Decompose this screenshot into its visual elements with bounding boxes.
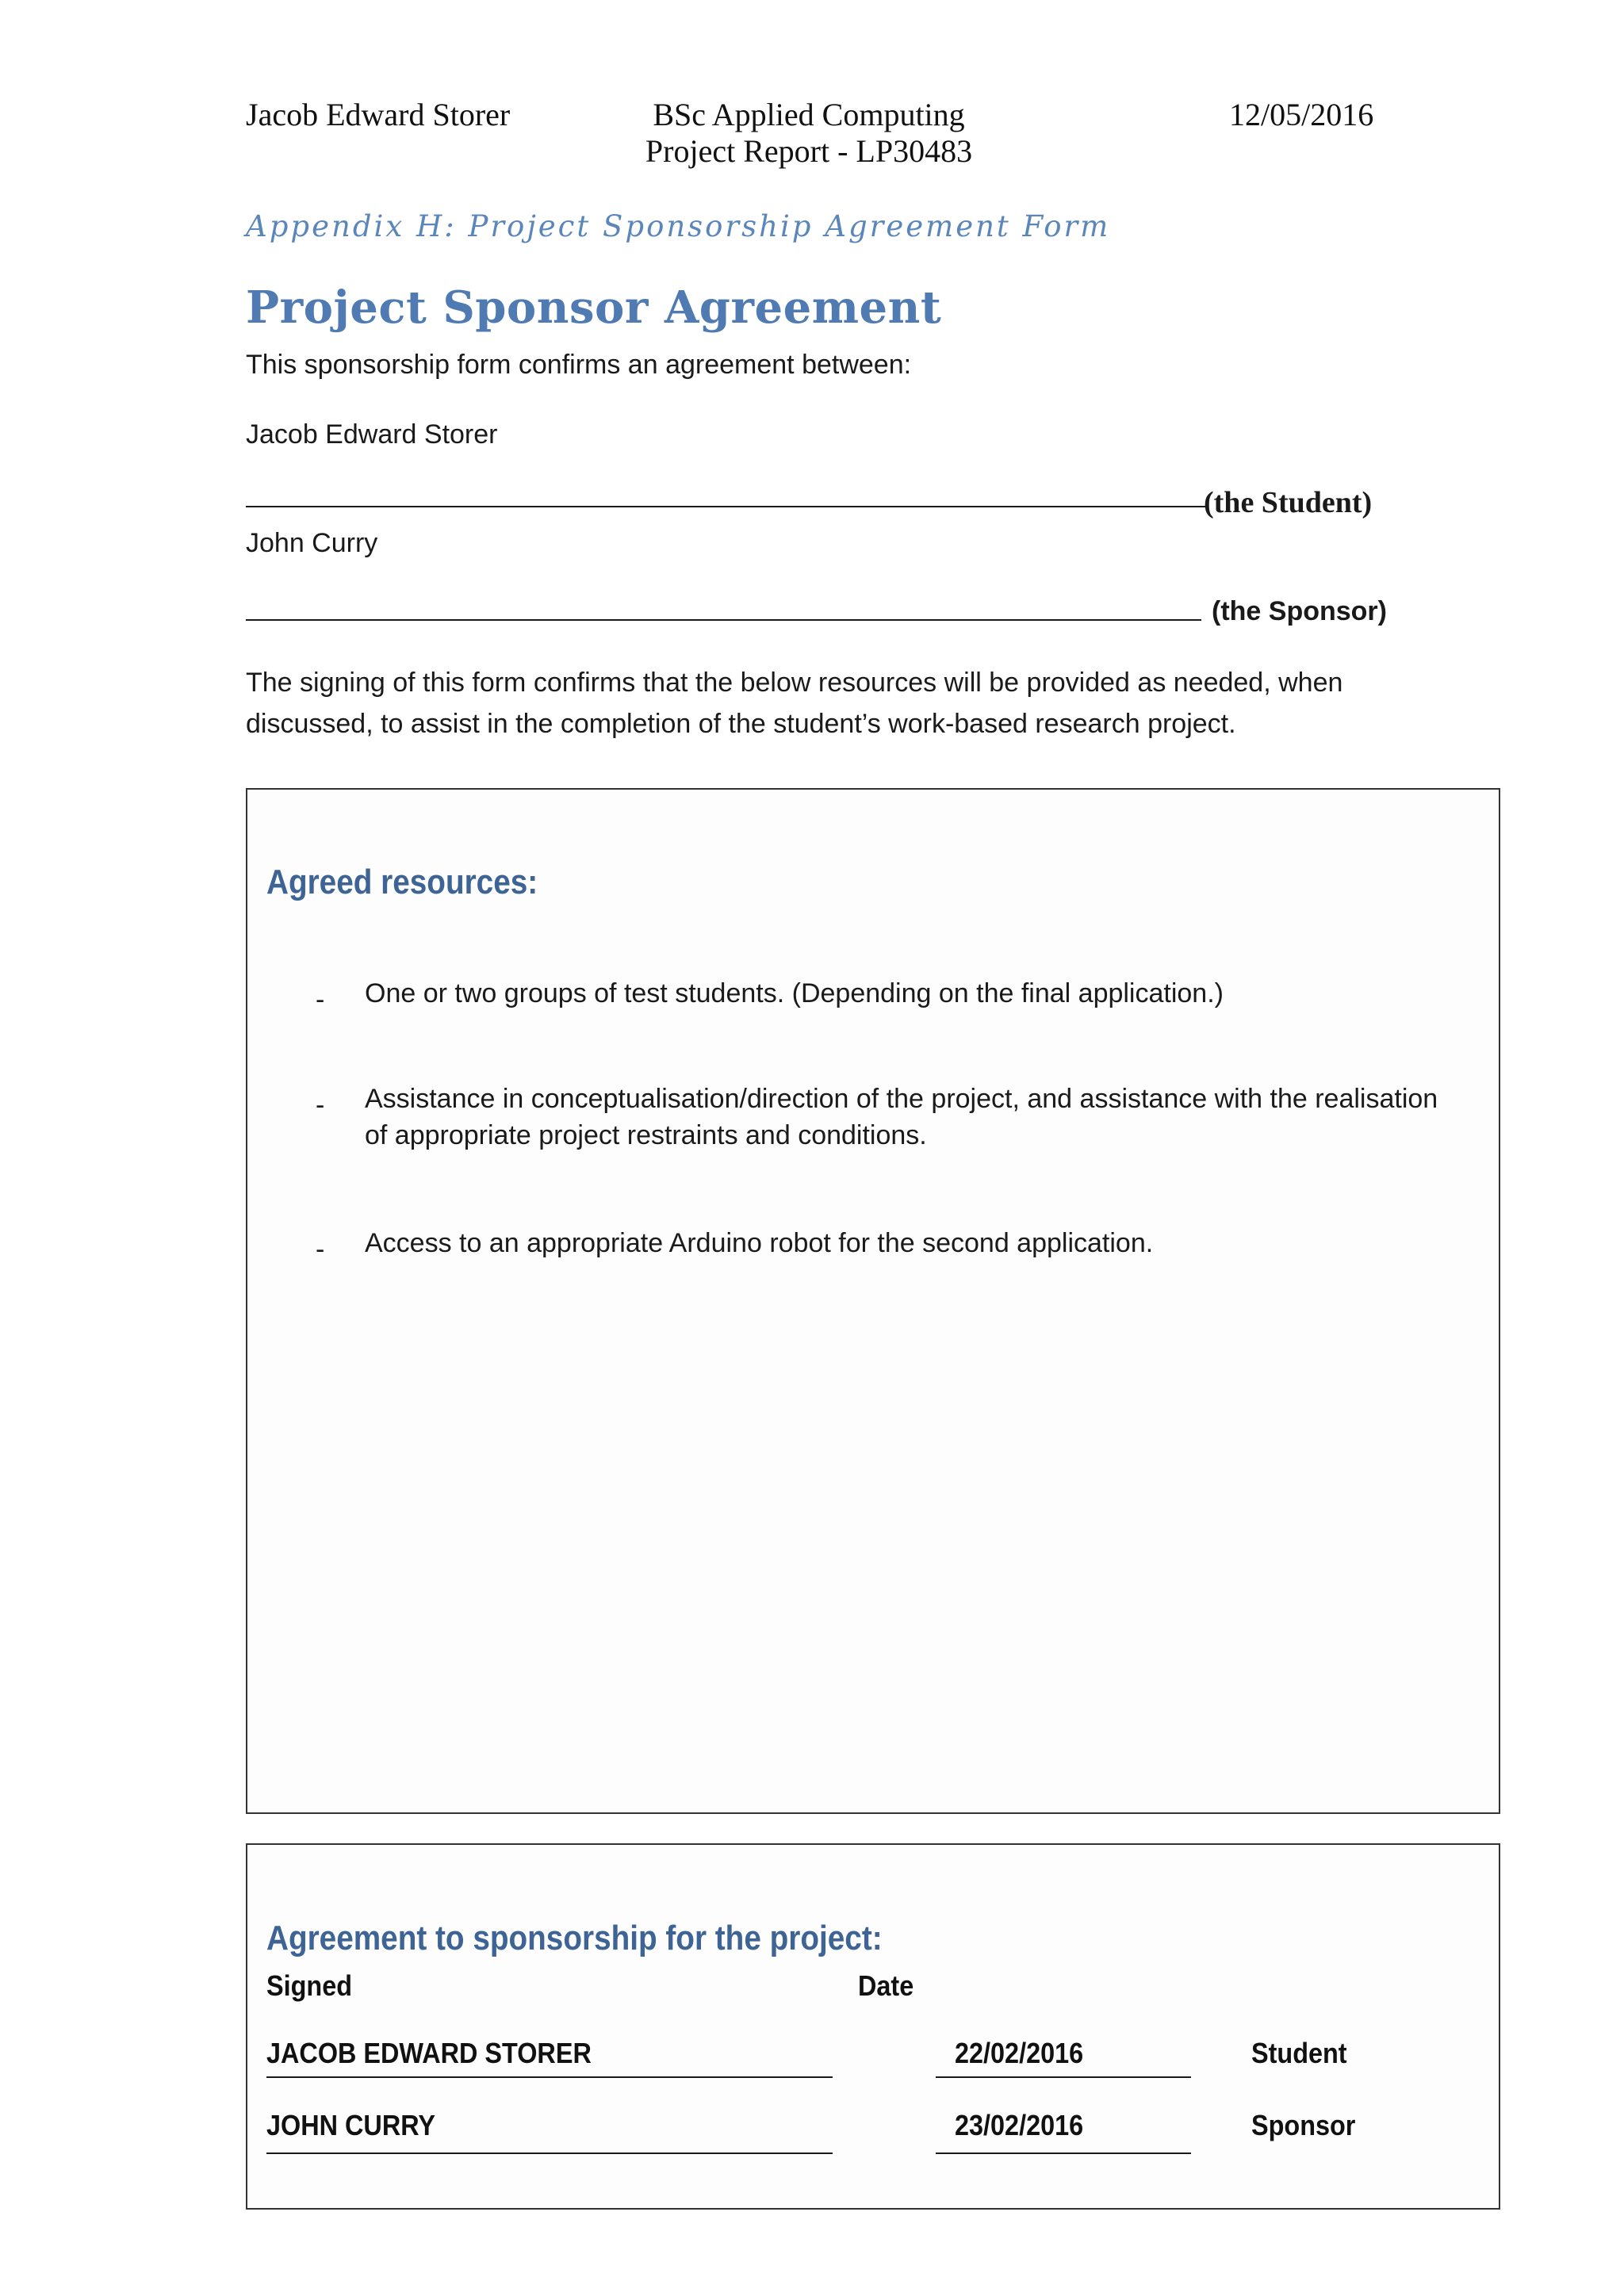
date-line [936,2152,1191,2154]
header-course-line2: Project Report - LP30483 [645,133,973,169]
sponsor-signature-line [246,619,1201,621]
signature-role: Sponsor [1251,2109,1356,2141]
header-course-line1: BSc Applied Computing [653,97,965,132]
student-name: Jacob Edward Storer [246,419,498,450]
student-signature-line [246,506,1205,507]
signature-role: Student [1251,2037,1347,2069]
page-title: Project Sponsor Agreement [246,281,942,334]
signature-name: JACOB EDWARD STORER [266,2037,592,2069]
bullet-dash: - [316,985,325,1015]
signature-line [266,2076,833,2078]
signature-date: 23/02/2016 [955,2109,1084,2141]
agreed-resources-heading: Agreed resources: [266,863,538,901]
bullet-dash: - [316,1090,325,1120]
confirmation-line2: discussed, to assist in the completion of the student’s work-based research project. [246,709,1236,739]
agreed-resources-box [246,788,1500,1814]
signature-line [266,2152,833,2154]
bullet-dash: - [316,1234,325,1265]
agreement-heading: Agreement to sponsorship for the project: [266,1919,883,1957]
date-label: Date [858,1969,914,2002]
signed-label: Signed [266,1969,353,2002]
resource-item-line1: One or two groups of test students. (Depending on the final application.) [365,978,1224,1008]
agreement-box [246,1843,1500,2210]
sponsor-name: John Curry [246,528,378,558]
appendix-title: Appendix H: Project Sponsorship Agreement Form [246,209,1111,243]
header-date: 12/05/2016 [1229,97,1374,132]
intro-text: This sponsorship form confirms an agreement between: [246,350,912,380]
header-author: Jacob Edward Storer [246,97,511,132]
signature-name: JOHN CURRY [266,2109,436,2141]
date-line [936,2076,1191,2078]
resource-item-line2: of appropriate project restraints and conditions. [365,1120,927,1150]
signature-date: 22/02/2016 [955,2037,1084,2069]
sponsor-role-label: (the Sponsor) [1212,596,1387,626]
confirmation-line1: The signing of this form confirms that the below resources will be provided as needed, when [246,668,1343,698]
student-role-label: (the Student) [1204,486,1373,519]
resource-item-line1: Assistance in conceptualisation/direction of the project, and assistance with the realisation [365,1084,1438,1114]
resource-item-line1: Access to an appropriate Arduino robot for the second application. [365,1228,1154,1258]
